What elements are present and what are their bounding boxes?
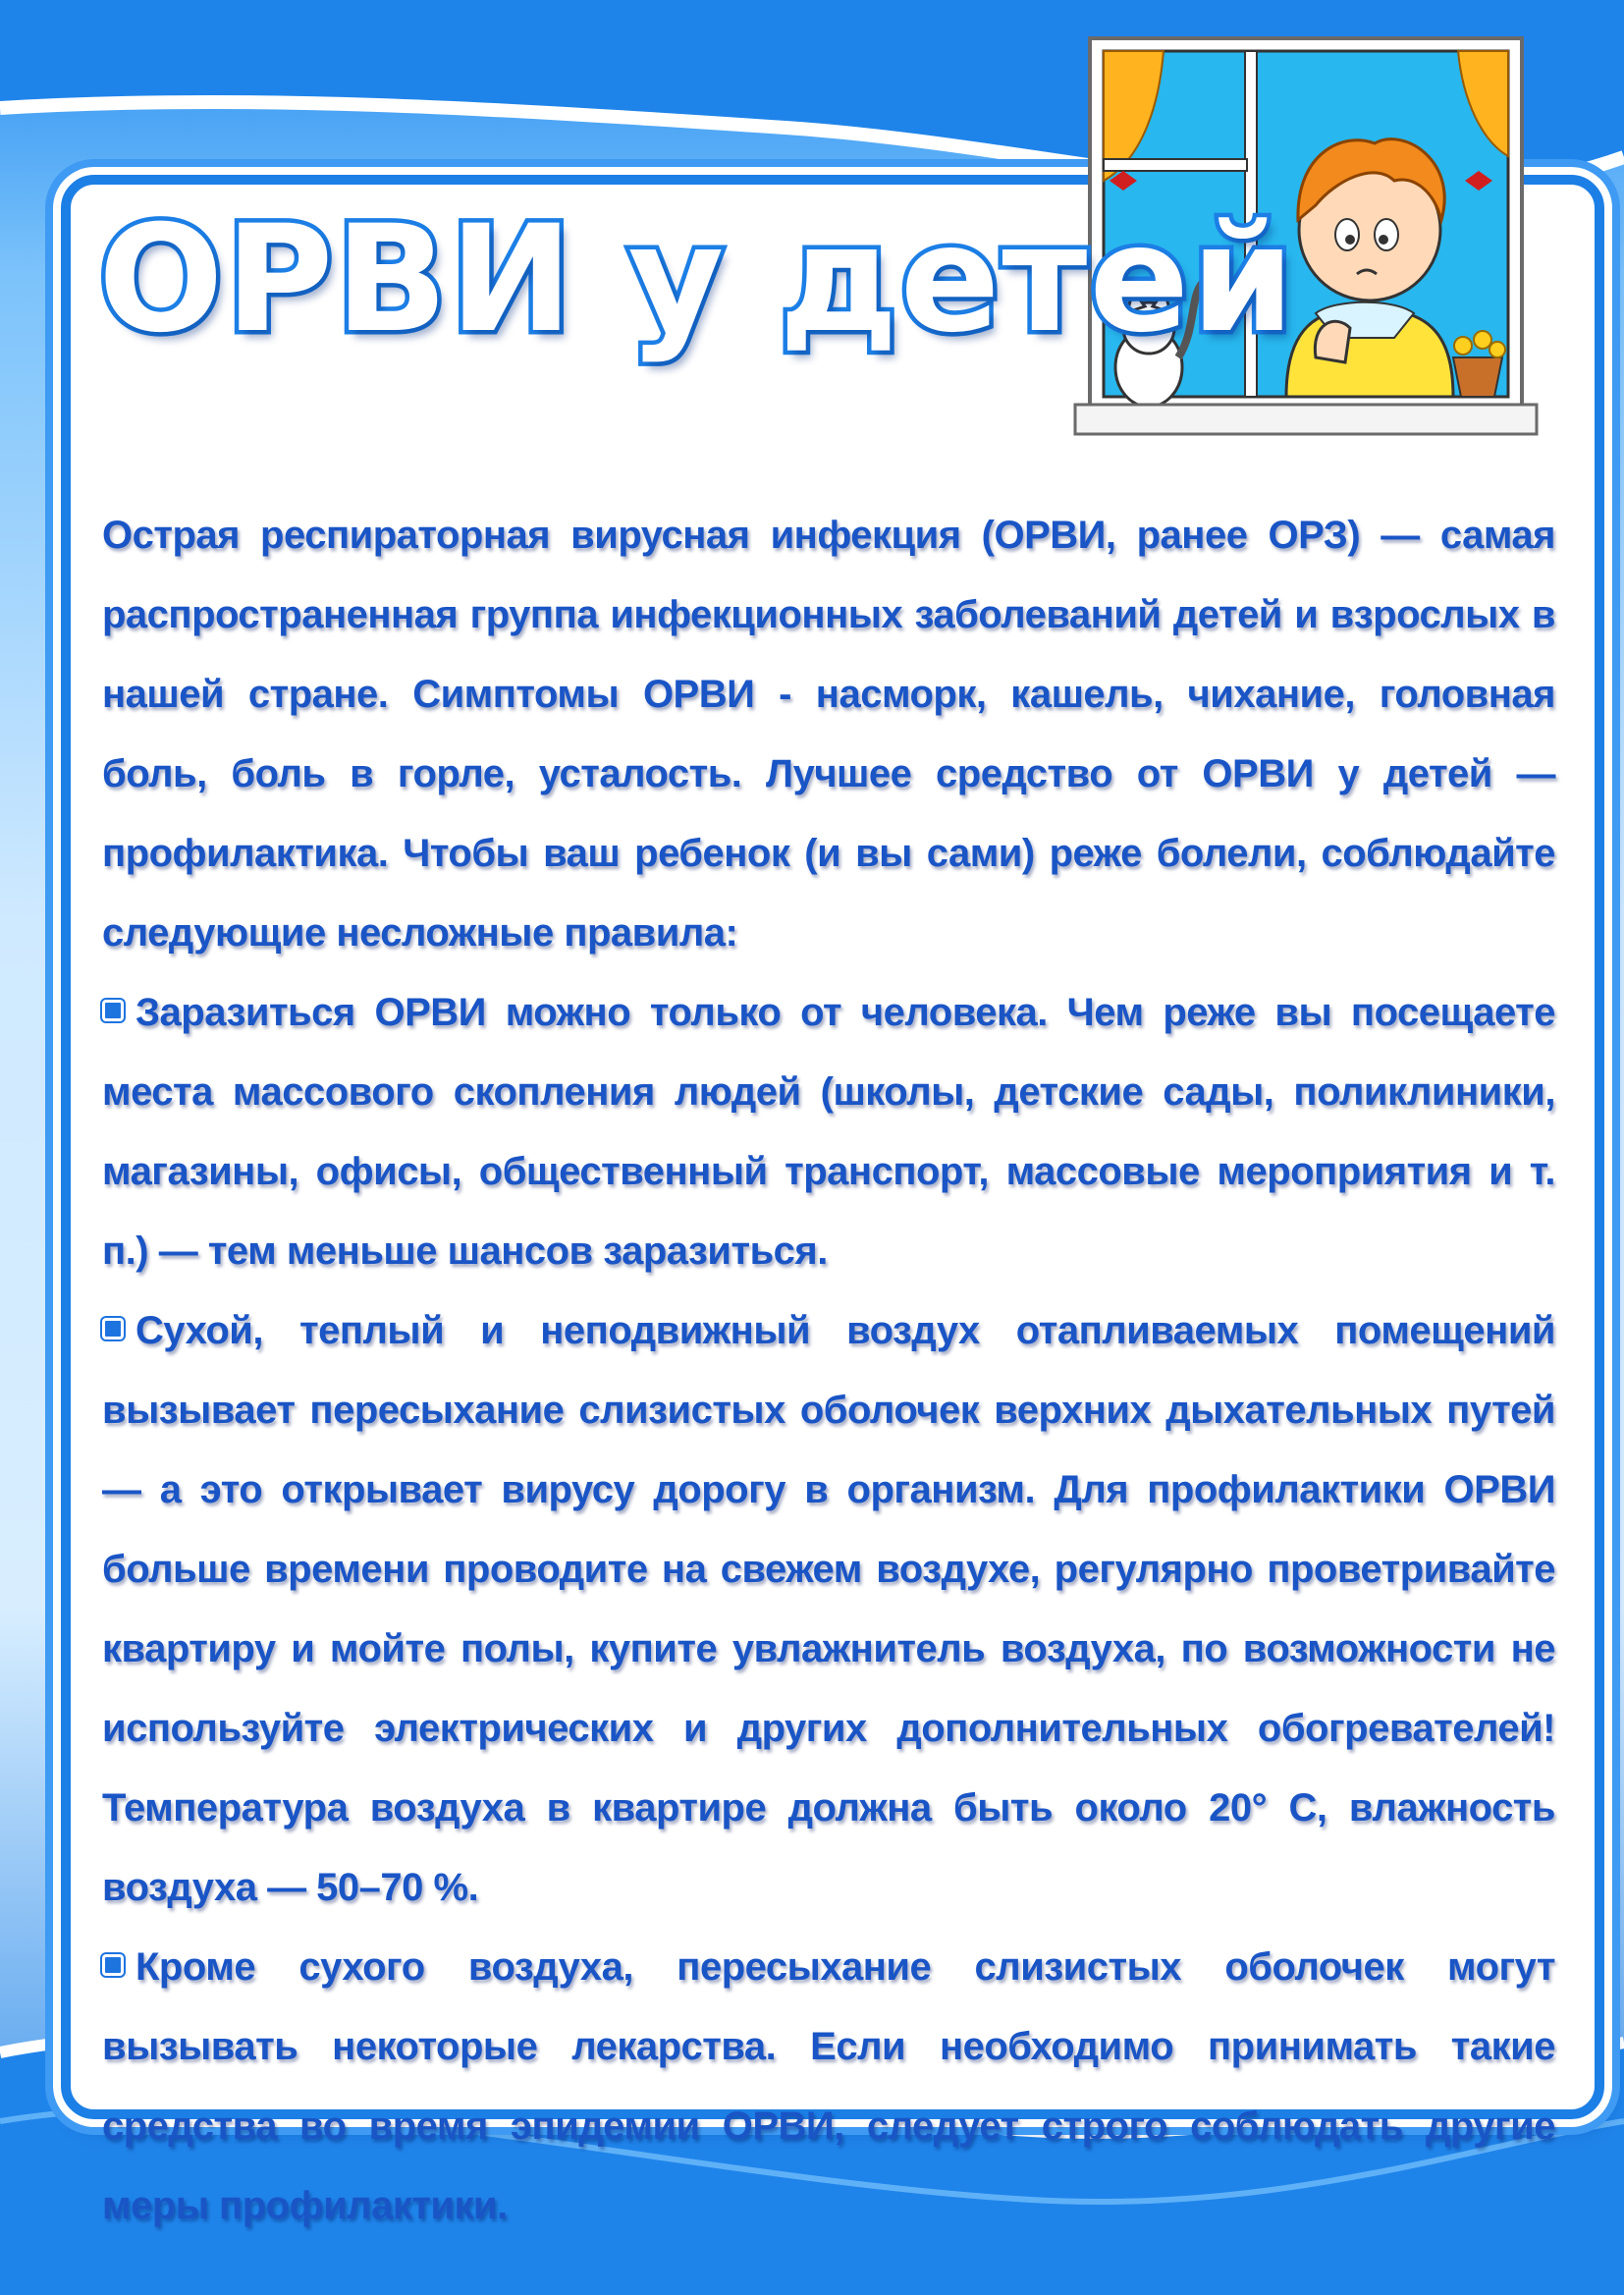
rule-text: Сухой, теплый и неподвижный воздух отапливаемых помещений вызывает пересыхание слизистых оболочек верхних дыхательных путей — а это открывает вирусу дорогу в организм. Для профилактики ОРВИ больше времени проводите на свежем воздухе, регулярно проветривайте квартиру и мойте полы, купите увлажнитель воздуха, по возможности не используйте электрических и других дополнительных обогревателей! Температура воздуха в квартире должна быть около 20° С, влажность воздуха — 50–70 %.	[102, 1309, 1555, 1909]
rule-item	[102, 1928, 1555, 2246]
square-bullet-icon	[102, 1000, 124, 1021]
rule-item	[102, 1291, 1555, 1928]
page-title: ОРВИ у детей	[98, 194, 1297, 365]
rule-text: Заразиться ОРВИ можно только от человека. Чем реже вы посещаете места массового скопления людей (школы, детские сады, поликлиники, магазины, офисы, общественный транспорт, массовые мероприятия и т. п.) — тем меньше шансов заразиться.	[102, 991, 1555, 1273]
rule-item	[102, 973, 1555, 1291]
square-bullet-icon	[102, 1318, 124, 1339]
rule-text: Кроме сухого воздуха, пересыхание слизистых оболочек могут вызывать некоторые лекарства. Если необходимо принимать такие средства во время эпидемии ОРВИ, следует строго соблюдать другие меры профилактики.	[102, 1945, 1555, 2227]
square-bullet-icon	[102, 1954, 124, 1976]
article-body	[102, 496, 1555, 2246]
intro-paragraph: Острая респираторная вирусная инфекция (ОРВИ, ранее ОРЗ) — самая распространенная группа инфекционных заболеваний детей и взрослых в нашей стране. Симптомы ОРВИ - насморк, кашель, чихание, головная боль, боль в горле, усталость. Лучшее средство от ОРВИ у детей — профилактика. Чтобы ваш ребенок (и вы сами) реже болели, соблюдайте следующие несложные правила:	[102, 514, 1555, 955]
